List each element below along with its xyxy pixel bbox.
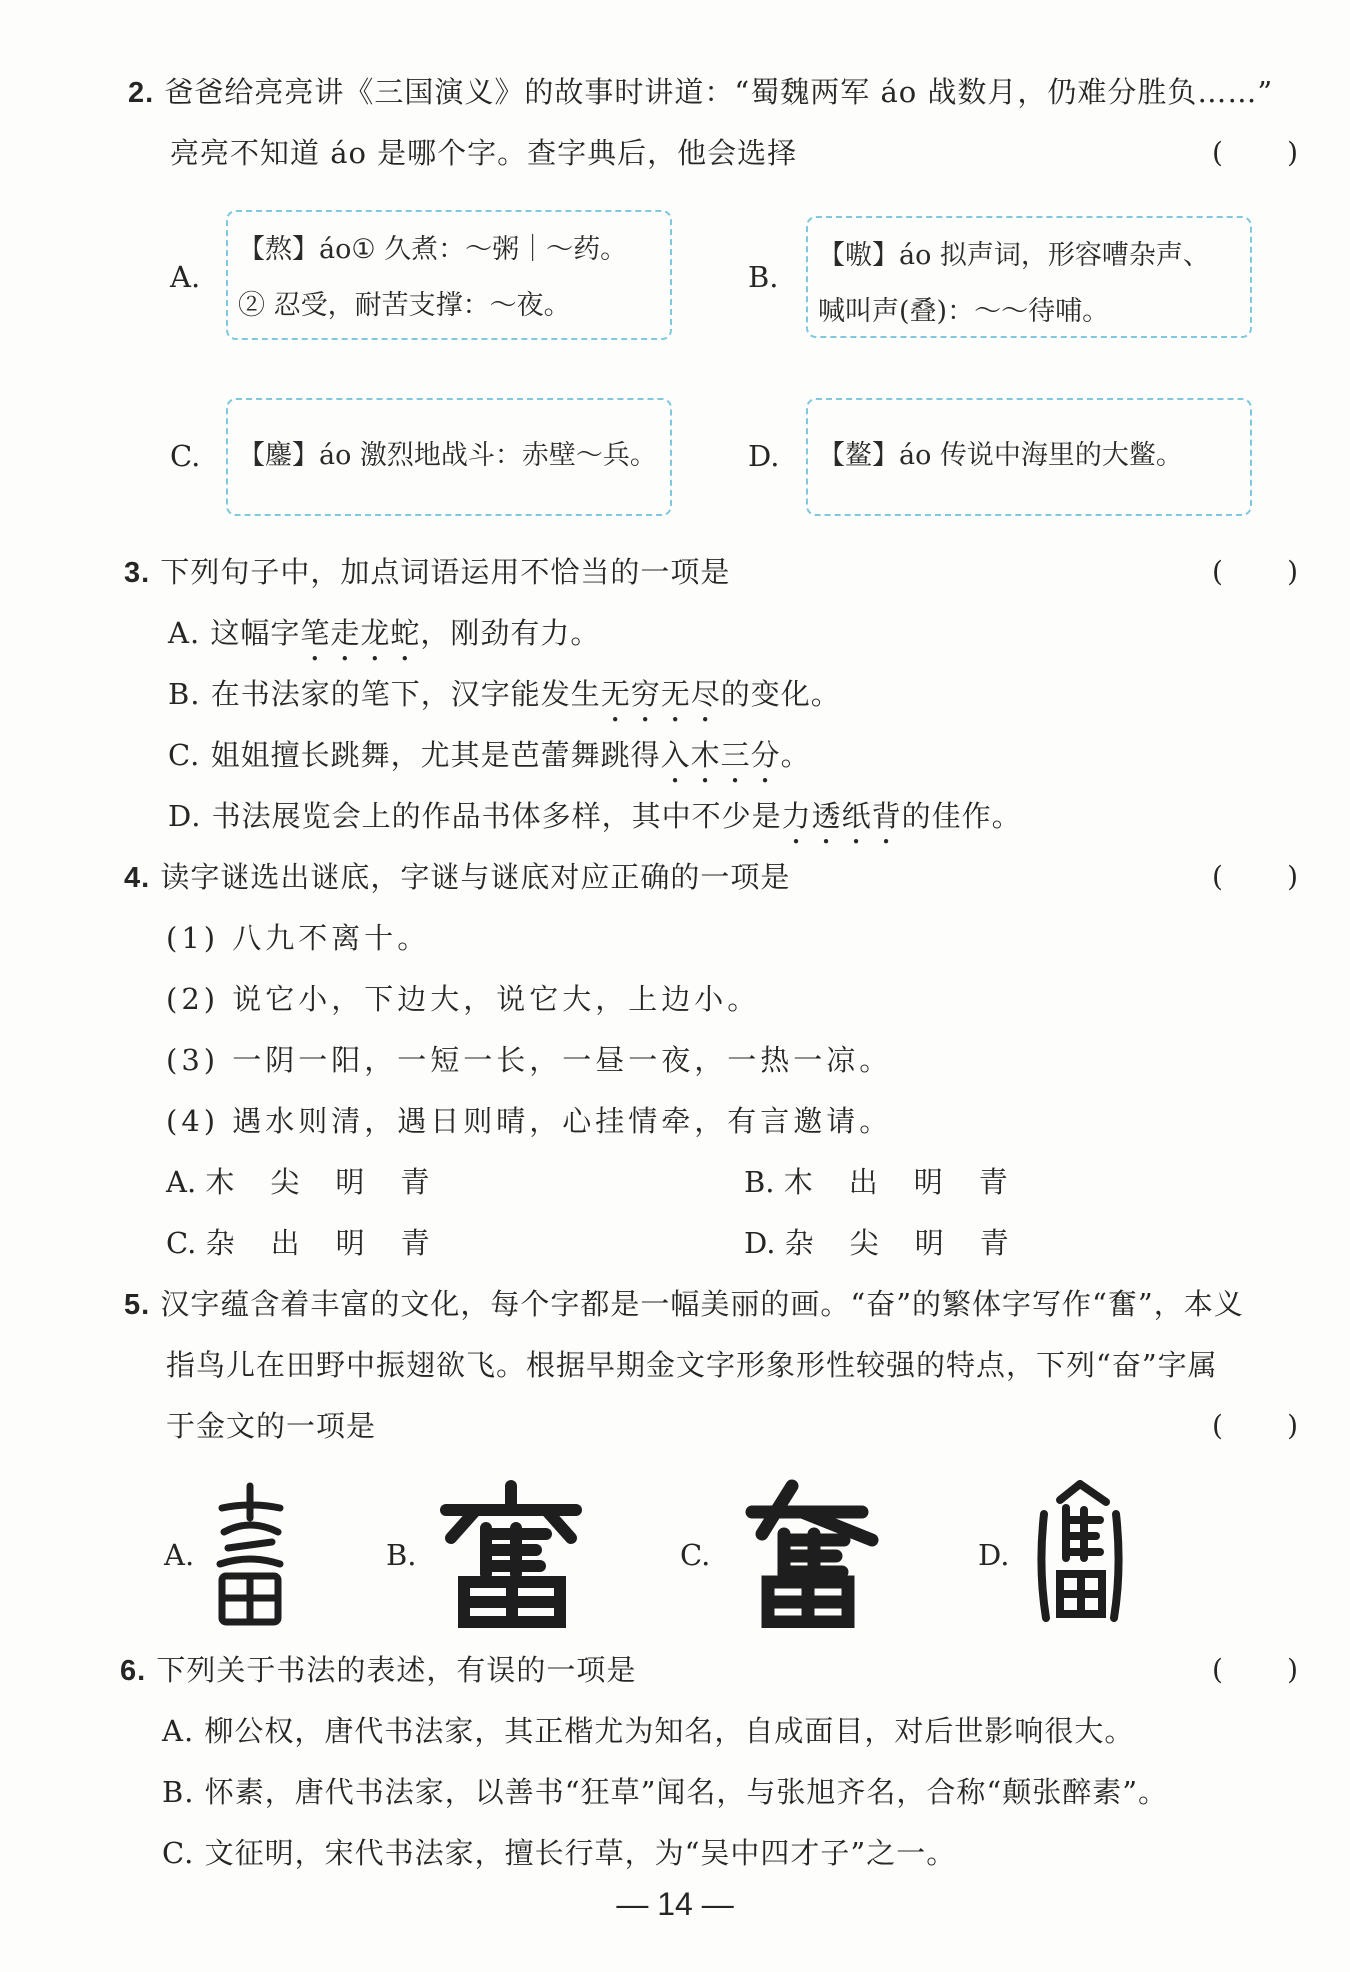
q6-number: 6. [120, 1655, 147, 1687]
q3-stem: 3. 下列句子中，加点词语运用不恰当的一项是 [124, 555, 731, 589]
q2-number: 2. [128, 77, 155, 109]
q2-option-a-box[interactable] [226, 210, 672, 340]
q2-option-b-label[interactable]: B. [748, 260, 779, 294]
q6-option-a[interactable]: A. 柳公权，唐代书法家，其正楷尤为知名，自成面目，对后世影响很大。 [162, 1714, 1135, 1748]
dotted-phrase: 入木三分 [660, 738, 781, 772]
q4-option-d[interactable]: D. 杂 尖 明 青 [744, 1226, 1009, 1260]
q3-option-d[interactable]: D. 书法展览会上的作品书体多样，其中不少是力透纸背的佳作。 [168, 799, 1022, 833]
q3-answer-paren[interactable]: ( ) [1212, 555, 1298, 588]
q5-option-c-label[interactable]: C. [680, 1538, 711, 1572]
q3-option-a[interactable]: A. 这幅字笔走龙蛇，刚劲有力。 [168, 616, 601, 650]
q6-stem: 6. 下列关于书法的表述，有误的一项是 [120, 1653, 637, 1687]
q6-answer-paren[interactable]: ( ) [1212, 1653, 1298, 1686]
q6-option-c[interactable]: C. 文征明，宋代书法家，擅长行草，为“吴中四才子”之一。 [162, 1836, 957, 1870]
q5-line2: 指鸟儿在田野中振翅欲飞。根据早期金文字形象形性较强的特点，下列“奋”字属 [166, 1348, 1218, 1382]
dotted-phrase: 力透纸背 [781, 799, 902, 833]
q5-line1: 5. 汉字蕴含着丰富的文化，每个字都是一幅美丽的画。“奋”的繁体字写作“奮”，本义 [124, 1287, 1244, 1321]
q4-riddle-1: (1) 八九不离十。 [166, 921, 431, 955]
q4-riddle-3: (3) 一阴一阳，一短一长，一昼一夜，一热一凉。 [166, 1043, 893, 1077]
q5-answer-paren[interactable]: ( ) [1212, 1409, 1298, 1442]
q4-option-c[interactable]: C. 杂 出 明 青 [166, 1226, 430, 1260]
q2-option-a-line1: 【熬】áo① 久煮：～粥｜～药。 [238, 234, 628, 265]
q4-stem: 4. 读字谜选出谜底，字谜与谜底对应正确的一项是 [124, 860, 791, 894]
q2-option-b-line1: 【嗷】áo 拟声词，形容嘈杂声、 [818, 240, 1210, 271]
q2-option-b-box[interactable] [806, 216, 1252, 338]
q2-answer-paren[interactable]: ( ) [1212, 136, 1298, 169]
q2-option-c-label[interactable]: C. [170, 439, 201, 473]
seal-script-fen-icon-b[interactable] [436, 1478, 586, 1628]
q5-line3: 于金文的一项是 [166, 1409, 377, 1443]
q2-line1: 2. 爸爸给亮亮讲《三国演义》的故事时讲道：“蜀魏两军 áo 战数月，仍难分胜负……” [128, 75, 1274, 109]
dotted-phrase: 无穷无尽 [600, 677, 721, 711]
q4-riddle-2: (2) 说它小，下边大，说它大，上边小。 [166, 982, 761, 1016]
q2-option-c-box[interactable] [226, 398, 672, 516]
q2-option-a-label[interactable]: A. [170, 260, 201, 294]
q2-option-c-line1: 【鏖】áo 激烈地战斗：赤壁～兵。 [238, 440, 657, 471]
q4-answer-paren[interactable]: ( ) [1212, 860, 1298, 893]
dotted-phrase: 笔走龙蛇 [300, 616, 421, 650]
q5-option-d-label[interactable]: D. [978, 1538, 1010, 1572]
q2-option-d-label[interactable]: D. [748, 439, 780, 473]
q5-option-a-label[interactable]: A. [164, 1538, 195, 1572]
q2-option-a-line2: ② 忍受，耐苦支撑：～夜。 [238, 290, 571, 321]
q4-option-a[interactable]: A. 木 尖 明 青 [166, 1165, 430, 1199]
q2-option-d-line1: 【鳌】áo 传说中海里的大鳖。 [818, 440, 1183, 471]
page-number: — 14 — [616, 1886, 734, 1922]
q6-option-b[interactable]: B. 怀素，唐代书法家，以善书“狂草”闻名，与张旭齐名，合称“颠张醉素”。 [162, 1775, 1169, 1809]
q2-line2: 亮亮不知道 áo 是哪个字。查字典后，他会选择 [170, 136, 798, 170]
q2-option-b-line2: 喊叫声(叠)：～～待哺。 [818, 296, 1110, 327]
seal-script-fen-icon-d[interactable] [1030, 1478, 1130, 1628]
q4-number: 4. [124, 862, 151, 894]
seal-script-fen-icon-a[interactable] [210, 1478, 290, 1628]
q3-option-b[interactable]: B. 在书法家的笔下，汉字能发生无穷无尽的变化。 [168, 677, 841, 711]
q4-riddle-4: (4) 遇水则清，遇日则晴，心挂情牵，有言邀请。 [166, 1104, 893, 1138]
q5-option-b-label[interactable]: B. [386, 1538, 417, 1572]
q5-number: 5. [124, 1289, 151, 1321]
q4-option-b[interactable]: B. 木 出 明 青 [744, 1165, 1008, 1199]
q2-option-d-box[interactable] [806, 398, 1252, 516]
q3-number: 3. [124, 557, 151, 589]
seal-script-fen-icon-c[interactable] [732, 1478, 882, 1628]
q3-option-c[interactable]: C. 姐姐擅长跳舞，尤其是芭蕾舞跳得入木三分。 [168, 738, 811, 772]
